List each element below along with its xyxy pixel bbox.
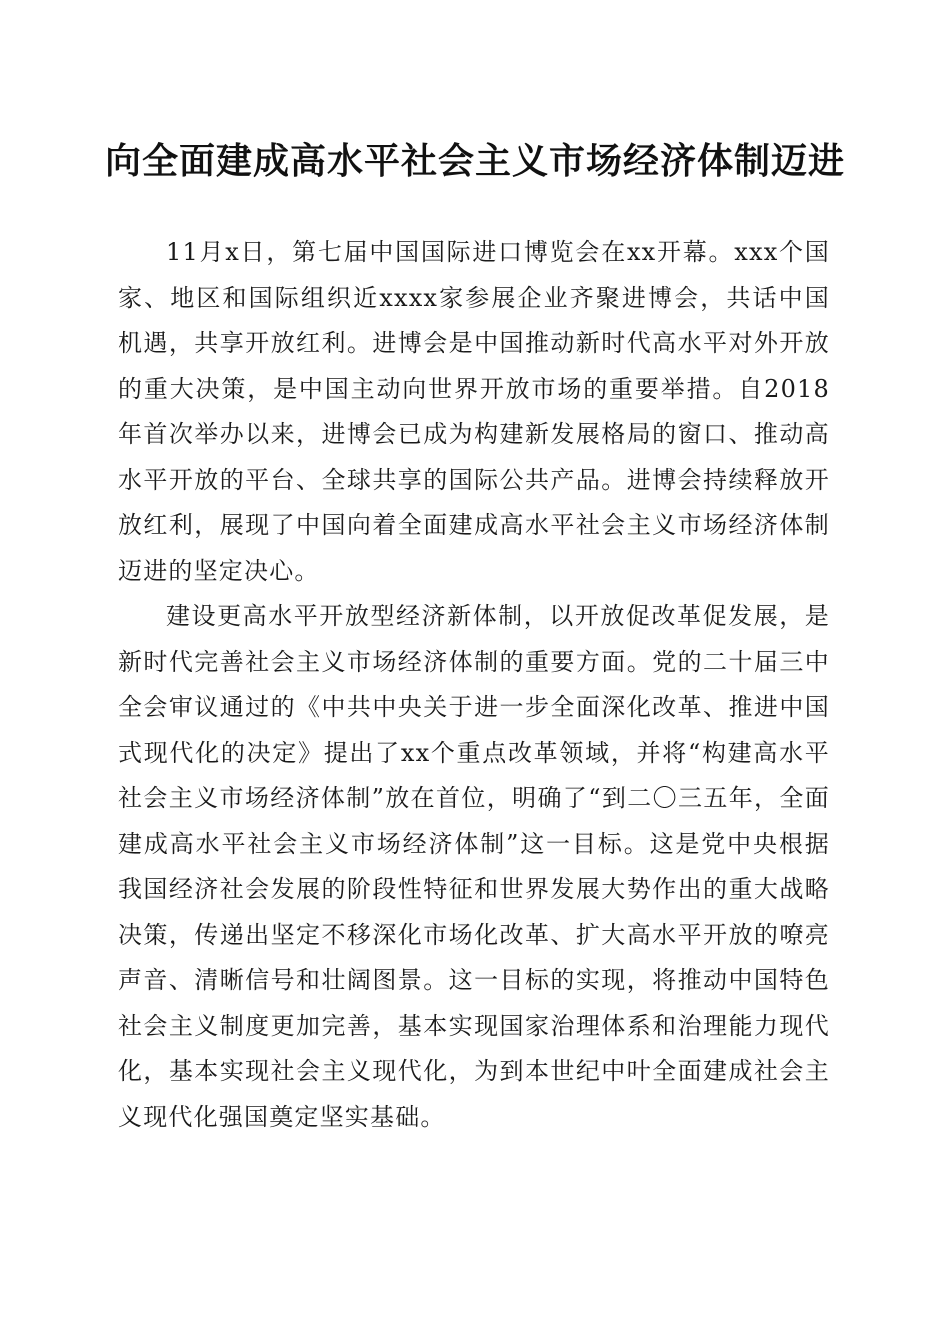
paragraph-1: 11月x日，第七届中国国际进口博览会在xx开幕。xxx个国家、地区和国际组织近xxxx家参展企业齐聚进博会，共话中国机遇，共享开放红利。进博会是中国推动新时代高水平对外开放的重大决策，是中国主动向世界开放市场的重要举措。自2018年首次举办以来，进博会已成为构建新发展格局的窗口、推动高水平开放的平台、全球共享的国际公共产品。进博会持续释放开放红利，展现了中国向着全面建成高水平社会主义市场经济体制迈进的坚定决心。 (118, 238, 830, 585)
document-body (118, 230, 830, 1140)
document-title: 向全面建成高水平社会主义市场经济体制迈进 (104, 140, 845, 182)
paragraph-2: 建设更高水平开放型经济新体制，以开放促改革促发展，是新时代完善社会主义市场经济体制的重要方面。党的二十届三中全会审议通过的《中共中央关于进一步全面深化改革、推进中国式现代化的决定》提出了xx个重点改革领域，并将“构建高水平社会主义市场经济体制”放在首位，明确了“到二〇三五年，全面建成高水平社会主义市场经济体制”这一目标。这是党中央根据我国经济社会发展的阶段性特征和世界发展大势作出的重大战略决策，传递出坚定不移深化市场化改革、扩大高水平开放的嘹亮声音、清晰信号和壮阔图景。这一目标的实现，将推动中国特色社会主义制度更加完善，基本实现国家治理体系和治理能力现代化，基本实现社会主义现代化，为到本世纪中叶全面建成社会主义现代化强国奠定坚实基础。 (118, 602, 830, 1131)
